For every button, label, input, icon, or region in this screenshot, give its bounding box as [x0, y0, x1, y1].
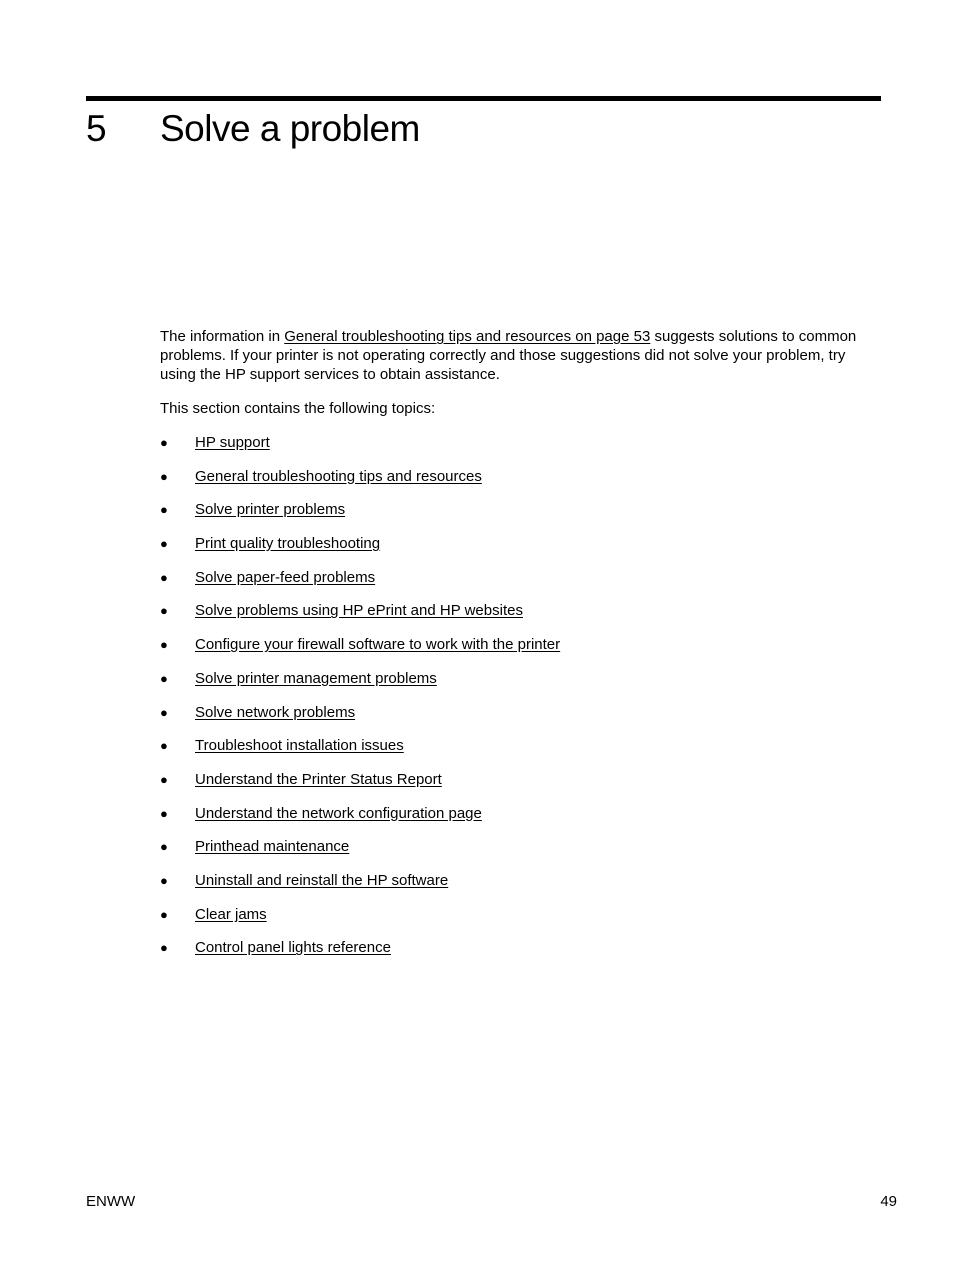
bullet-icon: ● — [160, 670, 168, 686]
footer-publication-code: ENWW — [86, 1193, 136, 1210]
topic-link-paper-feed[interactable]: Solve paper-feed problems — [195, 568, 376, 586]
bullet-icon: ● — [160, 435, 168, 450]
bullet-icon: ● — [160, 603, 168, 619]
topics-intro: This section contains the following topics: — [160, 400, 436, 417]
bullet-icon: ● — [160, 502, 168, 518]
bullet-icon: ● — [160, 771, 168, 787]
topic-link-clear-jams[interactable]: Clear jams — [195, 905, 267, 923]
chapter-number: 5 — [86, 108, 107, 149]
footer-page-number: 49 — [880, 1193, 897, 1210]
topic-link-printer-management[interactable]: Solve printer management problems — [195, 669, 437, 687]
intro-paragraph — [160, 327, 880, 384]
bullet-icon: ● — [160, 839, 168, 855]
bullet-icon: ● — [160, 637, 168, 653]
topic-link-printhead-maintenance[interactable]: Printhead maintenance — [195, 838, 350, 856]
bullet-icon: ● — [160, 468, 168, 484]
topic-link-solve-printer-problems[interactable]: Solve printer problems — [195, 501, 346, 519]
intro-text-before: The information in — [160, 328, 285, 345]
topic-link-general-troubleshooting[interactable]: General troubleshooting tips and resources — [195, 467, 482, 485]
bullet-icon: ● — [160, 536, 168, 552]
topic-link-control-panel-lights[interactable]: Control panel lights reference — [195, 939, 391, 957]
topic-link-print-quality[interactable]: Print quality troubleshooting — [195, 535, 381, 553]
bullet-icon: ● — [160, 872, 168, 888]
bullet-icon: ● — [160, 940, 168, 956]
bullet-icon: ● — [160, 704, 168, 720]
chapter-rule — [86, 96, 881, 101]
bullet-icon: ● — [160, 738, 168, 754]
topic-link-eprint-websites[interactable]: Solve problems using HP ePrint and HP websites — [195, 602, 523, 620]
general-troubleshooting-link[interactable]: General troubleshooting tips and resources on page 53 — [284, 328, 651, 345]
topic-link-hp-support[interactable]: HP support — [195, 434, 270, 451]
topic-link-network-configuration-page[interactable]: Understand the network configuration page — [195, 804, 482, 822]
bullet-icon: ● — [160, 805, 168, 821]
topic-link-network-problems[interactable]: Solve network problems — [195, 703, 356, 721]
topic-link-uninstall-reinstall[interactable]: Uninstall and reinstall the HP software — [195, 871, 449, 889]
intro-text-after: suggests solutions to common problems. If your printer is not operating correctly and those suggestions did not solve your problem, try using the HP support services to obtain assistance. — [160, 328, 857, 383]
bullet-icon: ● — [160, 569, 168, 585]
chapter-title: Solve a problem — [160, 108, 420, 149]
topic-link-installation-issues[interactable]: Troubleshoot installation issues — [195, 737, 404, 755]
topic-link-printer-status-report[interactable]: Understand the Printer Status Report — [195, 770, 442, 788]
bullet-icon: ● — [160, 906, 168, 922]
topic-link-firewall[interactable]: Configure your firewall software to work with the printer — [195, 636, 561, 654]
